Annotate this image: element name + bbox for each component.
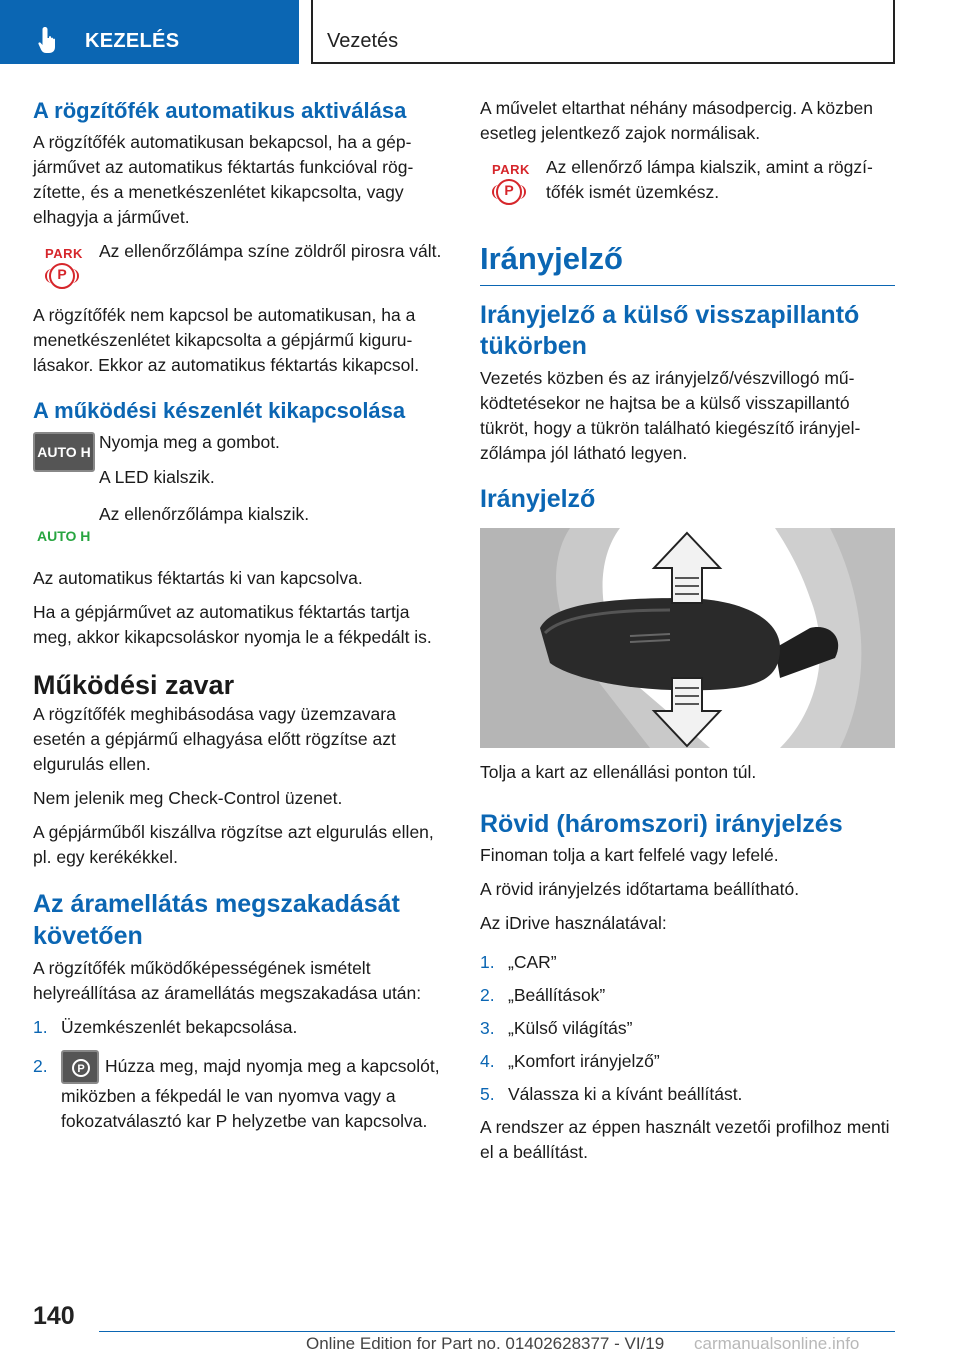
watermark: carmanualsonline.info (694, 1334, 860, 1353)
paragraph: A rövid irányjelzés időtartama beállítható. (480, 879, 800, 899)
paragraph: A rögzítőfék működőképességének ismételt helyreállítása az áramellátás megszakadása után: (33, 958, 422, 1003)
indicator-text: Az ellenőrző lámpa kialszik, amint a rögzítőfék ismét üzemkész. (546, 157, 873, 202)
footer-divider (99, 1331, 895, 1332)
list-item: 2. „Beállítások” (480, 985, 606, 1005)
image-caption: Tolja a kart az ellenállási ponton túl. (480, 762, 757, 782)
paragraph: A művelet eltarthat néhány másodpercig. A közben esetleg jelentkező zajok normálisak. (480, 98, 874, 143)
pointing-hand-icon (36, 25, 66, 55)
page-number: 140 (33, 1302, 75, 1330)
section-title-malfunction: Működési zavar (33, 670, 235, 700)
header-section-label: Vezetés (327, 30, 399, 52)
paragraph: A rendszer az éppen használt vezetői profilhoz menti el a beállítást. (480, 1117, 890, 1162)
instruction-text: Nyomja meg a gombot. (99, 432, 280, 452)
paragraph: Az automatikus féktartás ki van kapcsolva. (33, 568, 363, 588)
section-title-turn-signal: Irányjelző (480, 485, 596, 513)
section-title-short-signal: Rövid (háromszori) irányjelzés (480, 810, 843, 838)
header-section (311, 0, 895, 64)
steps-list (33, 1015, 448, 1134)
paragraph: Vezetés közben és az irányjelző/vészvillogó működtetésekor ne hajtsa be a külső visszapillantó tükröt, hogy a tükrön található kiegészítő irányjelzőlámpa jól látható legyen. (480, 368, 861, 463)
paragraph: Nem jelenik meg Check-Control üzenet. (33, 788, 343, 808)
park-brake-icon: PARK P (492, 163, 526, 207)
steps-list (480, 950, 895, 1107)
parking-brake-switch-icon (61, 1050, 99, 1084)
indicator-row (33, 502, 448, 544)
header-tab (0, 0, 299, 64)
indicator-row (480, 155, 895, 207)
auto-h-button-icon: AUTO H (33, 432, 95, 472)
paragraph: A gépjárműből kiszállva rögzítse azt elgurulás ellen, pl. egy kerékékkel. (33, 822, 434, 867)
button-row (33, 430, 448, 490)
paragraph: A rögzítőfék nem kapcsol be automatikusan, ha a menetkészenlétet kikapcsolta a gépjármű kigurulásakor. Ekkor az automatikus féktartás kikapcsol. (33, 305, 420, 375)
header-tab-label: KEZELÉS (85, 30, 180, 52)
list-item: 4. „Komfort irányjelző” (480, 1051, 660, 1071)
list-item: 1. Üzemkészenlét bekapcsolása. (33, 1017, 298, 1037)
section-title-auto-parking-brake: A rögzítőfék automatikus aktiválása (33, 98, 407, 123)
left-column (33, 96, 448, 1142)
list-item: 2. P Húzza meg, majd nyomja meg a kapcsolót, miközben a fékpedál le van nyomva vagy a fokozatválasztó kar P helyzetbe van kapcsolva. (33, 1054, 448, 1134)
section-title-deactivate: A működési készenlét kikapcsolása (33, 398, 406, 423)
list-item: 1. „CAR” (480, 952, 557, 972)
indicator-row (33, 239, 448, 291)
edition-text: Online Edition for Part no. 01402628377 - VI/19 (306, 1334, 665, 1353)
svg-text:P: P (77, 1063, 85, 1075)
instruction-text: A LED kialszik. (99, 467, 215, 487)
paragraph: A rögzítőfék automatikusan bekapcsol, ha a gépjárművet az automatikus féktartás funkcióval rögzítette, és a menetkészenlétet kikapcsolta, vagy elhagyja a járművet. (33, 132, 414, 227)
indicator-text: Az ellenőrzőlámpa kialszik. (99, 504, 310, 524)
indicator-text: Az ellenőrzőlámpa színe zöldről pirosra vált. (99, 241, 442, 261)
paragraph: Az iDrive használatával: (480, 913, 667, 933)
turn-signal-lever-illustration (480, 528, 895, 748)
paragraph: A rögzítőfék meghibásodása vagy üzemzavara esetén a gépjármű elhagyása előtt rögzítse azt elgurulás ellen. (33, 704, 396, 774)
chapter-title-turn-signal: Irányjelző (480, 239, 895, 286)
park-brake-icon: PARK P (45, 247, 79, 291)
paragraph: Ha a gépjárművet az automatikus féktartás tartja meg, akkor kikapcsoláskor nyomja le a fékpedált is. (33, 602, 432, 647)
auto-h-lamp-icon: AUTO H (37, 528, 91, 544)
list-item: 3. „Külső világítás” (480, 1018, 633, 1038)
paragraph: Finoman tolja a kart felfelé vagy lefelé. (480, 845, 779, 865)
section-title-power-interruption: Az áramellátás megszakadását követően (33, 890, 400, 950)
section-title-mirror-signal: Irányjelző a külső visszapillantó tükörben (480, 301, 860, 360)
list-item: 5. Válassza ki a kívánt beállítást. (480, 1084, 743, 1104)
right-column (480, 96, 895, 1174)
